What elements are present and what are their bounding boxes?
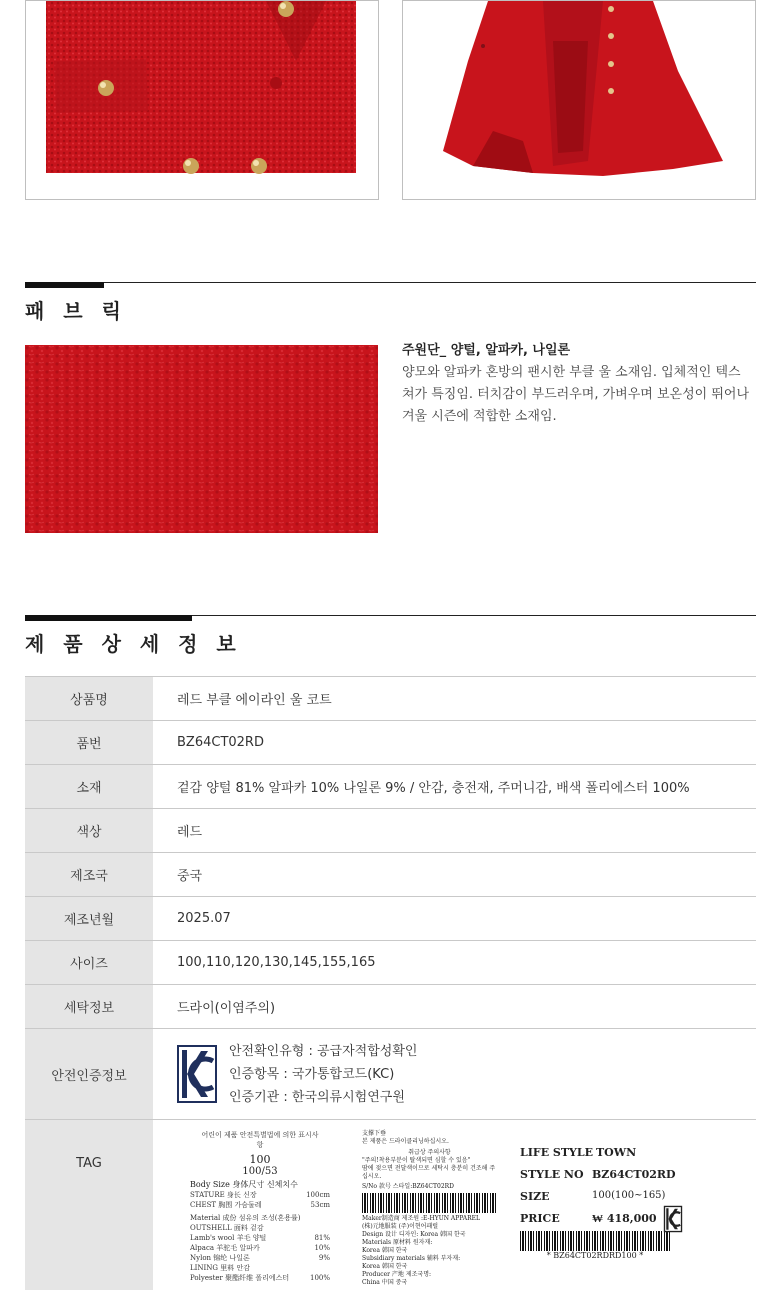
table-row-safety (25, 1029, 756, 1120)
barcode-small (362, 1193, 497, 1213)
row-label: 소재 (25, 765, 153, 809)
fabric-description-block (402, 340, 752, 428)
table-row (25, 809, 756, 853)
row-label: 제조년월 (25, 897, 153, 941)
row-value: 겉감 양털 81% 알파카 10% 나일론 9% / 안감, 충전재, 주머니감, 배색 폴리에스터 100% (153, 765, 756, 809)
row-value: 중국 (153, 853, 756, 897)
care-label-image: 어린이 제품 안전특별법에 의한 표시사항 100 100/53 Body Size 身体尺寸 신체치수 STATURE 身长 신장 100cm CHEST 胸围 가슴둘레 53cm Material 成份 섬유의 조성(혼용률) OUTSHELL 面料 겉감 Lamb's wool 羊毛 양털 81% Alpaca 羊驼毛 알파카 10% Nylon 锦纶 나일론 9% LINING 里料 안감 Polyester 聚酯纤维 폴리에스터 100% (190, 1130, 330, 1280)
row-value: 레드 (153, 809, 756, 853)
row-label: 세탁정보 (25, 985, 153, 1029)
safety-line: 인증항목 : 국가통합코드(KC) (229, 1063, 417, 1086)
row-label: 상품명 (25, 677, 153, 721)
fabric-section-title: 패 브 릭 (25, 295, 127, 324)
info-label-image: 支撑下垂 본 제품은 드라이클리닝하십시오. 취급상 주의사항 "주의!착용부분이 탈색되면 심할 수 있음" 땀에 젖으면 전달색이므로 세탁시 충분히 건조해 주십시오. S/No 款号 스타일:BZ64CT02RD Maker制造商 제조원 :E-HYUN APPAREL (株)元地服装 (주)이현어패럴 Design 设计 디자인: Korea 韩国 한국 Materials 原材料 원자재: Korea 韩国 한국 Subsidiary materials 辅料 부자재: Korea 韩国 한국 Producer 产地 제조국명: China 中国 중국 (362, 1130, 497, 1280)
row-label: 품번 (25, 721, 153, 765)
fabric-section-bar (25, 282, 104, 288)
coat-full-photo (403, 1, 755, 199)
row-label: 제조국 (25, 853, 153, 897)
coat-detail-photo (26, 1, 378, 199)
row-value: 2025.07 (153, 897, 756, 941)
details-section-bar (25, 615, 192, 621)
table-row (25, 853, 756, 897)
table-row (25, 765, 756, 809)
tag-label: TAG (25, 1120, 153, 1290)
detail-photo-frame (25, 0, 379, 200)
price-tag-image: LIFE STYLE TOWN STYLE NO BZ64CT02RD SIZE 100(100~165) PRICE ₩ 418,000 * BZ64CT02RDRD100 * (520, 1146, 680, 1280)
row-value: 100,110,120,130,145,155,165 (153, 941, 756, 985)
full-coat-photo-frame (402, 0, 756, 200)
row-value: 레드 부클 에이라인 울 코트 (153, 677, 756, 721)
fabric-description: 양모와 알파카 혼방의 팬시한 부클 울 소재임. 입체적인 텍스쳐가 특징임. 터치감이 부드러우며, 가벼우며 보온성이 뛰어나 겨울 시즌에 적합한 소재임. (402, 362, 752, 428)
table-row (25, 985, 756, 1029)
kc-mark-icon (177, 1045, 217, 1103)
safety-line: 인증기관 : 한국의류시험연구원 (229, 1086, 417, 1109)
row-value: 드라이(이염주의) (153, 985, 756, 1029)
row-value: BZ64CT02RD (153, 721, 756, 765)
safety-label: 안전인증정보 (25, 1029, 153, 1120)
details-section-title: 제 품 상 세 정 보 (25, 628, 242, 657)
table-row (25, 721, 756, 765)
main-fabric-label: 주원단_ 양털, 알파카, 나일론 (402, 340, 752, 362)
table-row (25, 897, 756, 941)
row-label: 사이즈 (25, 941, 153, 985)
safety-line: 안전확인유형 : 공급자적합성확인 (229, 1040, 417, 1063)
fabric-section-rule (25, 282, 756, 283)
fabric-swatch-image (25, 345, 378, 533)
table-row (25, 941, 756, 985)
row-label: 색상 (25, 809, 153, 853)
table-row (25, 677, 756, 721)
barcode (520, 1231, 670, 1251)
kc-mark-small-icon (664, 1206, 682, 1232)
